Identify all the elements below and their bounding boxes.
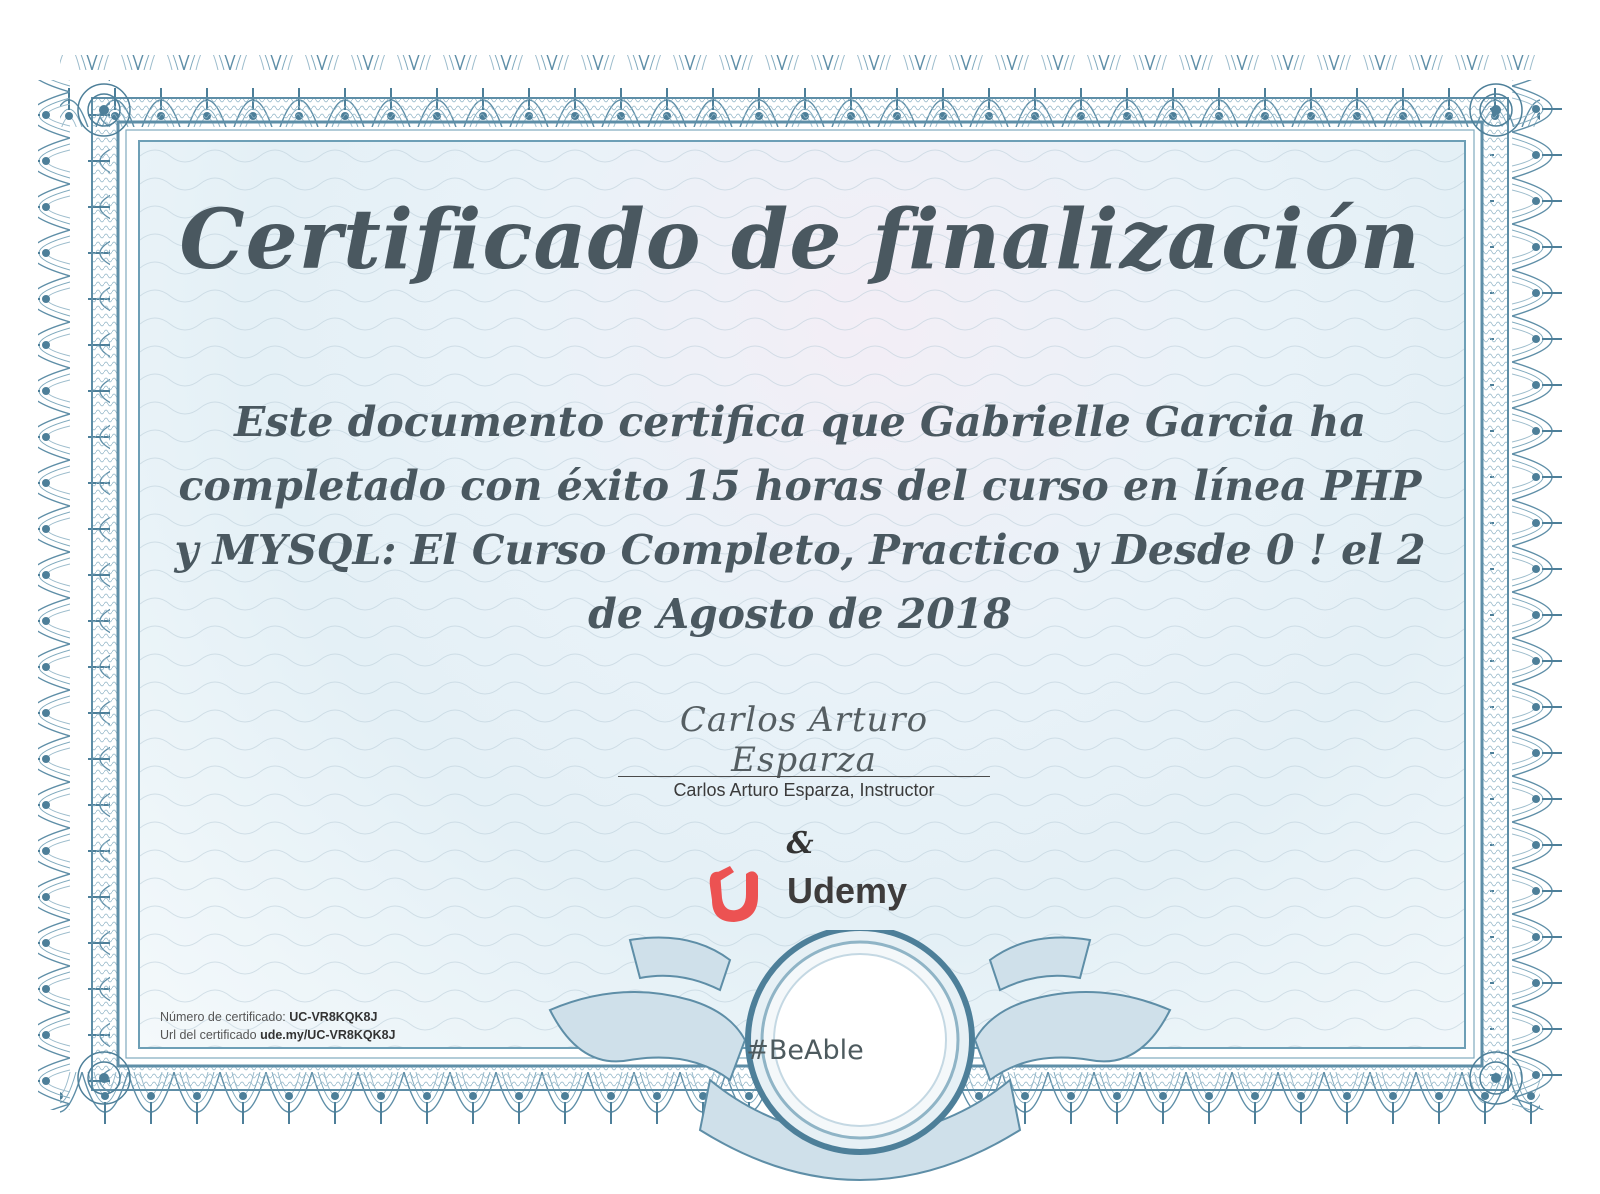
certificate-title: Certificado de finalización [179, 192, 1421, 288]
certificate-number: UC-VR8KQK8J [289, 1010, 378, 1024]
signature-line [618, 776, 990, 777]
certificate-body: Este documento certifica que Gabrielle Garcia ha completado con éxito 15 horas del curso en línea PHP y MYSQL: El Curso Completo, Practico y Desde 0 ! el 2 de Agosto de 2018 [174, 398, 1426, 638]
certificate-url-row [160, 1026, 396, 1044]
ampersand: & [786, 826, 814, 861]
certificate-url-label: Url del certificado [160, 1028, 257, 1042]
certificate-metadata [160, 1008, 396, 1044]
certificate-number-row [160, 1008, 396, 1026]
seal-text: #BeAble [746, 1035, 864, 1066]
certificate-url-link[interactable]: ude.my/UC-VR8KQK8J [260, 1028, 396, 1042]
instructor-signature: Carlos Arturo Esparza [679, 700, 929, 780]
certificate-number-label: Número de certificado: [160, 1010, 286, 1024]
udemy-wordmark: Udemy [787, 870, 908, 911]
instructor-caption: Carlos Arturo Esparza, Instructor [673, 780, 935, 800]
